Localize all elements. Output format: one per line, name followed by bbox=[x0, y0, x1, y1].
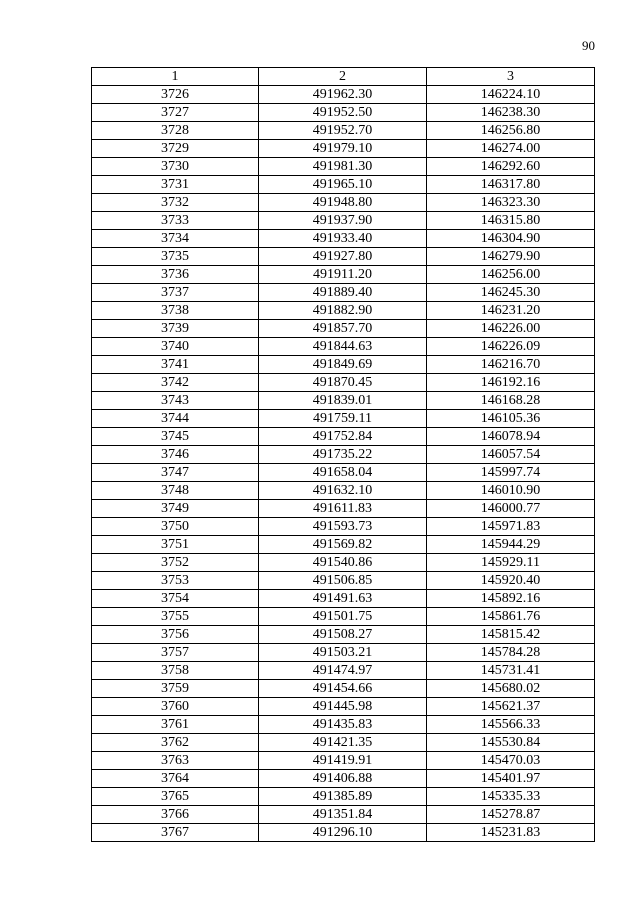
y-coordinate-cell: 146323.30 bbox=[427, 194, 595, 212]
point-number-cell: 3753 bbox=[92, 572, 259, 590]
table-row bbox=[92, 824, 595, 842]
y-coordinate-cell: 146238.30 bbox=[427, 104, 595, 122]
x-coordinate-cell: 491421.35 bbox=[259, 734, 427, 752]
point-number-cell: 3765 bbox=[92, 788, 259, 806]
table-row bbox=[92, 356, 595, 374]
table-header bbox=[92, 68, 595, 86]
table-row bbox=[92, 752, 595, 770]
y-coordinate-cell: 145892.16 bbox=[427, 590, 595, 608]
point-number-cell: 3751 bbox=[92, 536, 259, 554]
y-coordinate-cell: 146256.00 bbox=[427, 266, 595, 284]
point-number-cell: 3749 bbox=[92, 500, 259, 518]
y-coordinate-cell: 146226.09 bbox=[427, 338, 595, 356]
x-coordinate-cell: 491844.63 bbox=[259, 338, 427, 356]
y-coordinate-cell: 145566.33 bbox=[427, 716, 595, 734]
point-number-cell: 3728 bbox=[92, 122, 259, 140]
y-coordinate-cell: 146168.28 bbox=[427, 392, 595, 410]
y-coordinate-cell: 145971.83 bbox=[427, 518, 595, 536]
table-row bbox=[92, 518, 595, 536]
table-row bbox=[92, 104, 595, 122]
table-row bbox=[92, 500, 595, 518]
y-coordinate-cell: 145784.28 bbox=[427, 644, 595, 662]
y-coordinate-cell: 145920.40 bbox=[427, 572, 595, 590]
table-row bbox=[92, 122, 595, 140]
x-coordinate-cell: 491296.10 bbox=[259, 824, 427, 842]
table-row bbox=[92, 446, 595, 464]
table-row bbox=[92, 302, 595, 320]
table-row bbox=[92, 806, 595, 824]
point-number-cell: 3748 bbox=[92, 482, 259, 500]
point-number-cell: 3766 bbox=[92, 806, 259, 824]
point-number-cell: 3739 bbox=[92, 320, 259, 338]
y-coordinate-cell: 145680.02 bbox=[427, 680, 595, 698]
table-row bbox=[92, 266, 595, 284]
y-coordinate-cell: 146274.00 bbox=[427, 140, 595, 158]
point-number-cell: 3730 bbox=[92, 158, 259, 176]
table-row bbox=[92, 212, 595, 230]
table-row bbox=[92, 590, 595, 608]
header-row bbox=[92, 68, 595, 86]
y-coordinate-cell: 145929.11 bbox=[427, 554, 595, 572]
x-coordinate-cell: 491952.50 bbox=[259, 104, 427, 122]
point-number-cell: 3750 bbox=[92, 518, 259, 536]
x-coordinate-cell: 491735.22 bbox=[259, 446, 427, 464]
table-row bbox=[92, 698, 595, 716]
y-coordinate-cell: 146304.90 bbox=[427, 230, 595, 248]
y-coordinate-cell: 146317.80 bbox=[427, 176, 595, 194]
x-coordinate-cell: 491351.84 bbox=[259, 806, 427, 824]
y-coordinate-cell: 145401.97 bbox=[427, 770, 595, 788]
y-coordinate-cell: 146315.80 bbox=[427, 212, 595, 230]
point-number-cell: 3760 bbox=[92, 698, 259, 716]
table-row bbox=[92, 338, 595, 356]
y-coordinate-cell: 146279.90 bbox=[427, 248, 595, 266]
point-number-cell: 3761 bbox=[92, 716, 259, 734]
point-number-cell: 3752 bbox=[92, 554, 259, 572]
y-coordinate-cell: 145861.76 bbox=[427, 608, 595, 626]
x-coordinate-cell: 491540.86 bbox=[259, 554, 427, 572]
y-coordinate-cell: 145731.41 bbox=[427, 662, 595, 680]
point-number-cell: 3738 bbox=[92, 302, 259, 320]
table-row bbox=[92, 482, 595, 500]
x-coordinate-cell: 491933.40 bbox=[259, 230, 427, 248]
point-number-cell: 3757 bbox=[92, 644, 259, 662]
y-coordinate-cell: 146216.70 bbox=[427, 356, 595, 374]
x-coordinate-cell: 491611.83 bbox=[259, 500, 427, 518]
y-coordinate-cell: 146078.94 bbox=[427, 428, 595, 446]
y-coordinate-cell: 145621.37 bbox=[427, 698, 595, 716]
x-coordinate-cell: 491981.30 bbox=[259, 158, 427, 176]
table-row bbox=[92, 734, 595, 752]
point-number-cell: 3744 bbox=[92, 410, 259, 428]
point-number-cell: 3733 bbox=[92, 212, 259, 230]
x-coordinate-cell: 491385.89 bbox=[259, 788, 427, 806]
point-number-cell: 3758 bbox=[92, 662, 259, 680]
table-row bbox=[92, 554, 595, 572]
x-coordinate-cell: 491406.88 bbox=[259, 770, 427, 788]
y-coordinate-cell: 146245.30 bbox=[427, 284, 595, 302]
y-coordinate-cell: 145335.33 bbox=[427, 788, 595, 806]
y-coordinate-cell: 146010.90 bbox=[427, 482, 595, 500]
point-number-cell: 3742 bbox=[92, 374, 259, 392]
table-row bbox=[92, 680, 595, 698]
x-coordinate-cell: 491882.90 bbox=[259, 302, 427, 320]
point-number-cell: 3762 bbox=[92, 734, 259, 752]
table-row bbox=[92, 644, 595, 662]
x-coordinate-cell: 491508.27 bbox=[259, 626, 427, 644]
x-coordinate-cell: 491435.83 bbox=[259, 716, 427, 734]
table-row bbox=[92, 662, 595, 680]
table-row bbox=[92, 536, 595, 554]
table-row bbox=[92, 284, 595, 302]
table-row bbox=[92, 716, 595, 734]
coordinates-table bbox=[91, 67, 595, 842]
x-coordinate-cell: 491419.91 bbox=[259, 752, 427, 770]
point-number-cell: 3727 bbox=[92, 104, 259, 122]
table-row bbox=[92, 428, 595, 446]
x-coordinate-cell: 491979.10 bbox=[259, 140, 427, 158]
table-row bbox=[92, 248, 595, 266]
table-row bbox=[92, 572, 595, 590]
table-body bbox=[92, 86, 595, 842]
y-coordinate-cell: 145815.42 bbox=[427, 626, 595, 644]
point-number-cell: 3764 bbox=[92, 770, 259, 788]
x-coordinate-cell: 491839.01 bbox=[259, 392, 427, 410]
table-row bbox=[92, 140, 595, 158]
point-number-cell: 3734 bbox=[92, 230, 259, 248]
column-header-2: 2 bbox=[259, 68, 427, 86]
x-coordinate-cell: 491857.70 bbox=[259, 320, 427, 338]
point-number-cell: 3726 bbox=[92, 86, 259, 104]
point-number-cell: 3743 bbox=[92, 392, 259, 410]
y-coordinate-cell: 146224.10 bbox=[427, 86, 595, 104]
y-coordinate-cell: 146231.20 bbox=[427, 302, 595, 320]
table-row bbox=[92, 392, 595, 410]
table-row bbox=[92, 410, 595, 428]
point-number-cell: 3745 bbox=[92, 428, 259, 446]
x-coordinate-cell: 491759.11 bbox=[259, 410, 427, 428]
table-row bbox=[92, 608, 595, 626]
point-number-cell: 3759 bbox=[92, 680, 259, 698]
table-row bbox=[92, 770, 595, 788]
point-number-cell: 3754 bbox=[92, 590, 259, 608]
y-coordinate-cell: 146226.00 bbox=[427, 320, 595, 338]
y-coordinate-cell: 145944.29 bbox=[427, 536, 595, 554]
column-header-1: 1 bbox=[92, 68, 259, 86]
x-coordinate-cell: 491503.21 bbox=[259, 644, 427, 662]
point-number-cell: 3746 bbox=[92, 446, 259, 464]
point-number-cell: 3729 bbox=[92, 140, 259, 158]
point-number-cell: 3732 bbox=[92, 194, 259, 212]
table-row bbox=[92, 374, 595, 392]
point-number-cell: 3740 bbox=[92, 338, 259, 356]
table-row bbox=[92, 86, 595, 104]
point-number-cell: 3741 bbox=[92, 356, 259, 374]
table-row bbox=[92, 788, 595, 806]
x-coordinate-cell: 491889.40 bbox=[259, 284, 427, 302]
x-coordinate-cell: 491454.66 bbox=[259, 680, 427, 698]
x-coordinate-cell: 491632.10 bbox=[259, 482, 427, 500]
column-header-3: 3 bbox=[427, 68, 595, 86]
y-coordinate-cell: 146000.77 bbox=[427, 500, 595, 518]
point-number-cell: 3747 bbox=[92, 464, 259, 482]
x-coordinate-cell: 491937.90 bbox=[259, 212, 427, 230]
y-coordinate-cell: 146256.80 bbox=[427, 122, 595, 140]
table-row bbox=[92, 230, 595, 248]
y-coordinate-cell: 145470.03 bbox=[427, 752, 595, 770]
y-coordinate-cell: 145231.83 bbox=[427, 824, 595, 842]
x-coordinate-cell: 491952.70 bbox=[259, 122, 427, 140]
x-coordinate-cell: 491569.82 bbox=[259, 536, 427, 554]
x-coordinate-cell: 491501.75 bbox=[259, 608, 427, 626]
x-coordinate-cell: 491965.10 bbox=[259, 176, 427, 194]
y-coordinate-cell: 145530.84 bbox=[427, 734, 595, 752]
x-coordinate-cell: 491491.63 bbox=[259, 590, 427, 608]
x-coordinate-cell: 491445.98 bbox=[259, 698, 427, 716]
y-coordinate-cell: 146192.16 bbox=[427, 374, 595, 392]
x-coordinate-cell: 491870.45 bbox=[259, 374, 427, 392]
point-number-cell: 3731 bbox=[92, 176, 259, 194]
point-number-cell: 3763 bbox=[92, 752, 259, 770]
table-row bbox=[92, 320, 595, 338]
y-coordinate-cell: 146292.60 bbox=[427, 158, 595, 176]
x-coordinate-cell: 491506.85 bbox=[259, 572, 427, 590]
table-row bbox=[92, 176, 595, 194]
x-coordinate-cell: 491927.80 bbox=[259, 248, 427, 266]
table-row bbox=[92, 464, 595, 482]
table-row bbox=[92, 626, 595, 644]
x-coordinate-cell: 491474.97 bbox=[259, 662, 427, 680]
x-coordinate-cell: 491849.69 bbox=[259, 356, 427, 374]
y-coordinate-cell: 145278.87 bbox=[427, 806, 595, 824]
x-coordinate-cell: 491948.80 bbox=[259, 194, 427, 212]
point-number-cell: 3755 bbox=[92, 608, 259, 626]
page-number: 90 bbox=[582, 38, 595, 53]
x-coordinate-cell: 491911.20 bbox=[259, 266, 427, 284]
x-coordinate-cell: 491658.04 bbox=[259, 464, 427, 482]
point-number-cell: 3767 bbox=[92, 824, 259, 842]
y-coordinate-cell: 146057.54 bbox=[427, 446, 595, 464]
x-coordinate-cell: 491593.73 bbox=[259, 518, 427, 536]
y-coordinate-cell: 146105.36 bbox=[427, 410, 595, 428]
point-number-cell: 3756 bbox=[92, 626, 259, 644]
point-number-cell: 3735 bbox=[92, 248, 259, 266]
x-coordinate-cell: 491752.84 bbox=[259, 428, 427, 446]
point-number-cell: 3737 bbox=[92, 284, 259, 302]
point-number-cell: 3736 bbox=[92, 266, 259, 284]
x-coordinate-cell: 491962.30 bbox=[259, 86, 427, 104]
table-row bbox=[92, 158, 595, 176]
table-row bbox=[92, 194, 595, 212]
y-coordinate-cell: 145997.74 bbox=[427, 464, 595, 482]
